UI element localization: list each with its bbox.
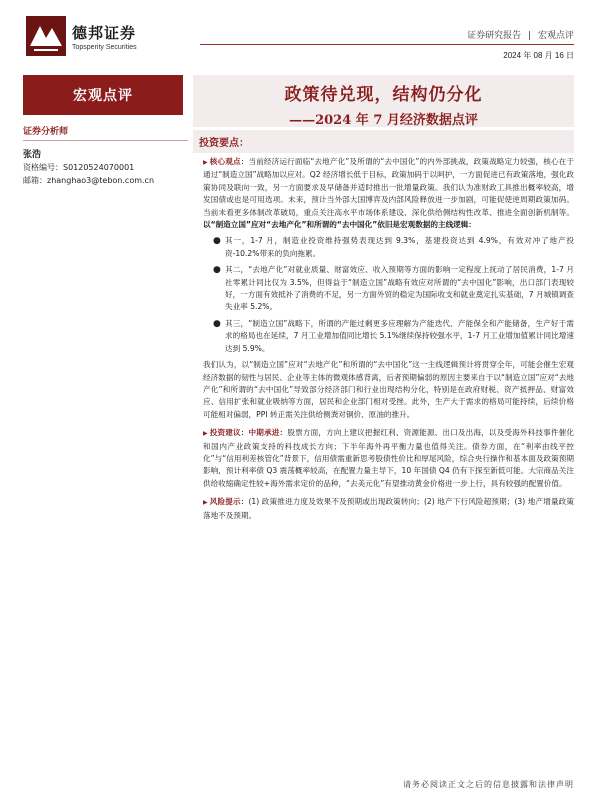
core-view-text: 当前经济运行面临“去地产化”及所谓的“去中国化”的内外部挑战，政策战略定力较强，核心在于通过“制造立国”战略加以应对。Q2 经济增长低于目标，政策加码于以呵护，一方面促进已有政策落地，强化政策协同及联向一致，另一方面要求及早储备并适时推出一批增量政策。我们认为准财政工具推出概率较高，增发国债或也是可用选项。未来，预计当外部大国博弈及内部风险释放进一步加剧，可能促使逆周期政策加码。当前未看更多体制改革破局，重点关注高水平市场体系建设、深化供给侧结构性改革、推进全面创新机制等。 <box>203 157 575 217</box>
key-points-heading: 投资要点： <box>193 130 574 153</box>
report-title: 政策待兑现，结构仍分化 <box>284 85 483 105</box>
logo-mark-icon <box>26 16 66 56</box>
report-date: 2024 年 08 月 16 日 <box>503 51 574 60</box>
advice-label: 投资建议： <box>209 428 249 438</box>
list-item <box>213 235 574 260</box>
triangle-bullet-icon: ▶ <box>203 159 208 166</box>
logo-text-cn: 德邦证券 <box>72 23 137 42</box>
bullet-dot-icon: ● <box>213 236 221 247</box>
list-item <box>213 318 574 355</box>
report-type: 证券研究报告 <box>467 31 522 41</box>
investment-advice-paragraph <box>203 427 574 490</box>
analyst-section-title: 证券分析师 <box>23 124 188 141</box>
report-subtitle: ——2024 年 7 月经济数据点评 <box>289 113 478 128</box>
title-block <box>193 75 574 127</box>
bullet-dot-icon: ● <box>213 265 221 276</box>
triangle-bullet-icon: ▶ <box>203 430 208 438</box>
report-content <box>203 156 574 524</box>
analysis-paragraph: 我们认为，以“制造立国”应对“去地产化”和所谓的“去中国化”这一主线逻辑预计将贯穿全年，可能会催生宏观经济数据的韧性与居民、企业等主体的微观体感背离，后者预期偏弱的原因主要来自于以“制造立国”应对“去地产化”和所谓的“去中国化”导致部分经济部门和行业出现结构分化，特别是在政府财税、资产抵押品、财富效应、信用扩张和就业吸纳等方面，居民和企业部门相对受挫。此外，生产大于需求的格局可能持续，后续价格可能相对偏弱，PPI 转正需关注供给侧粪对铜价、原油的推升。 <box>203 360 574 419</box>
risk-paragraph <box>203 496 574 522</box>
logo-text-en: Topsperity Securities <box>72 43 137 51</box>
core-view-emphasis: 以“制造立国”应对“去地产化”和所谓的“去中国化”依旧是宏观数据的主线逻辑： <box>203 220 476 230</box>
analyst-cert: 资格编号：S0120524070001 <box>23 163 135 172</box>
analyst-email[interactable]: 邮箱：zhanghao3@tebon.com.cn <box>23 176 155 185</box>
header-separator: | <box>528 31 532 41</box>
core-view-label: 核心观点： <box>209 157 249 166</box>
company-logo <box>26 16 137 56</box>
bullet-text: 其一，1-7 月，制造业投资维持强势表现达到 9.3%，基建投资达到 4.9%，有效对冲了地产投资-10.2%带来的负向拖累。 <box>225 236 574 258</box>
bullet-dot-icon: ● <box>213 318 221 329</box>
analyst-name: 张浩 <box>23 150 42 160</box>
report-category: 宏观点评 <box>537 31 574 41</box>
category-banner: 宏观点评 <box>23 75 183 115</box>
analyst-sidebar <box>23 124 188 186</box>
bullet-text: 其二，“去地产化”对就业质量、财富效应、收入预期等方面的影响一定程度上抚动了居民消费，1-7 月社零累计同比仅为 3.5%，但得益于“制造立国”战略有效应对所谓的“去中国化”影响，出口部门表现较好，一方面有效抵补了消费的不足，另一方面外贸的稳定为国际收支和就业奠定扎实基础，7 月城镇调查失业率 5.2%。 <box>225 265 574 312</box>
disclaimer-footer: 请务必阅读正文之后的信息披露和法律声明 <box>403 780 574 789</box>
core-view-paragraph <box>203 156 574 231</box>
report-header <box>467 28 574 41</box>
list-item <box>213 264 574 314</box>
risk-text: (1) 政策推进力度及效果不及预期或出现政策转向；(2) 地产下行风险超预期；(3) 地产增量政策落地不及预期。 <box>203 497 575 520</box>
bullet-text: 其三，“制造立国”战略下，所谓的产能过剩更多应理解为产能迭代、产能保全和产能储备，生产好于需求的格局也在延续，7 月工业增加值同比增长 5.1%继续保持较强水平，1-7 月工业增加值累计同比增速达到 5.9%。 <box>225 318 574 353</box>
header-divider <box>200 44 574 45</box>
advice-text: 股票方面，方向上建议把握红利、资源能源、出口及出海，以及受海外科技事件催化和国内产业政策支持的科技成长方向；下半年海外再平衡力量也值得关注。债券方面，在“利率由线平控化”与“信用利差核管化”背景下，信用债需重新思考股债性价比和厚尾风险，综合央行操作和基本面及政策预期影响，预计利率债 Q3 震荡概率较高，在配置力量主导下，10 年国债 Q4 仍有下探至新低可能。大宗商品关注供给收缩确定性较+海外需求定价的品种，“去美元化”有望推动黄金价格进一步上行，具有较强的配置价值。 <box>203 428 574 488</box>
advice-sublabel: 中期承进： <box>248 428 288 438</box>
risk-label: 风险提示： <box>209 497 249 507</box>
triangle-bullet-icon: ▶ <box>203 499 208 507</box>
